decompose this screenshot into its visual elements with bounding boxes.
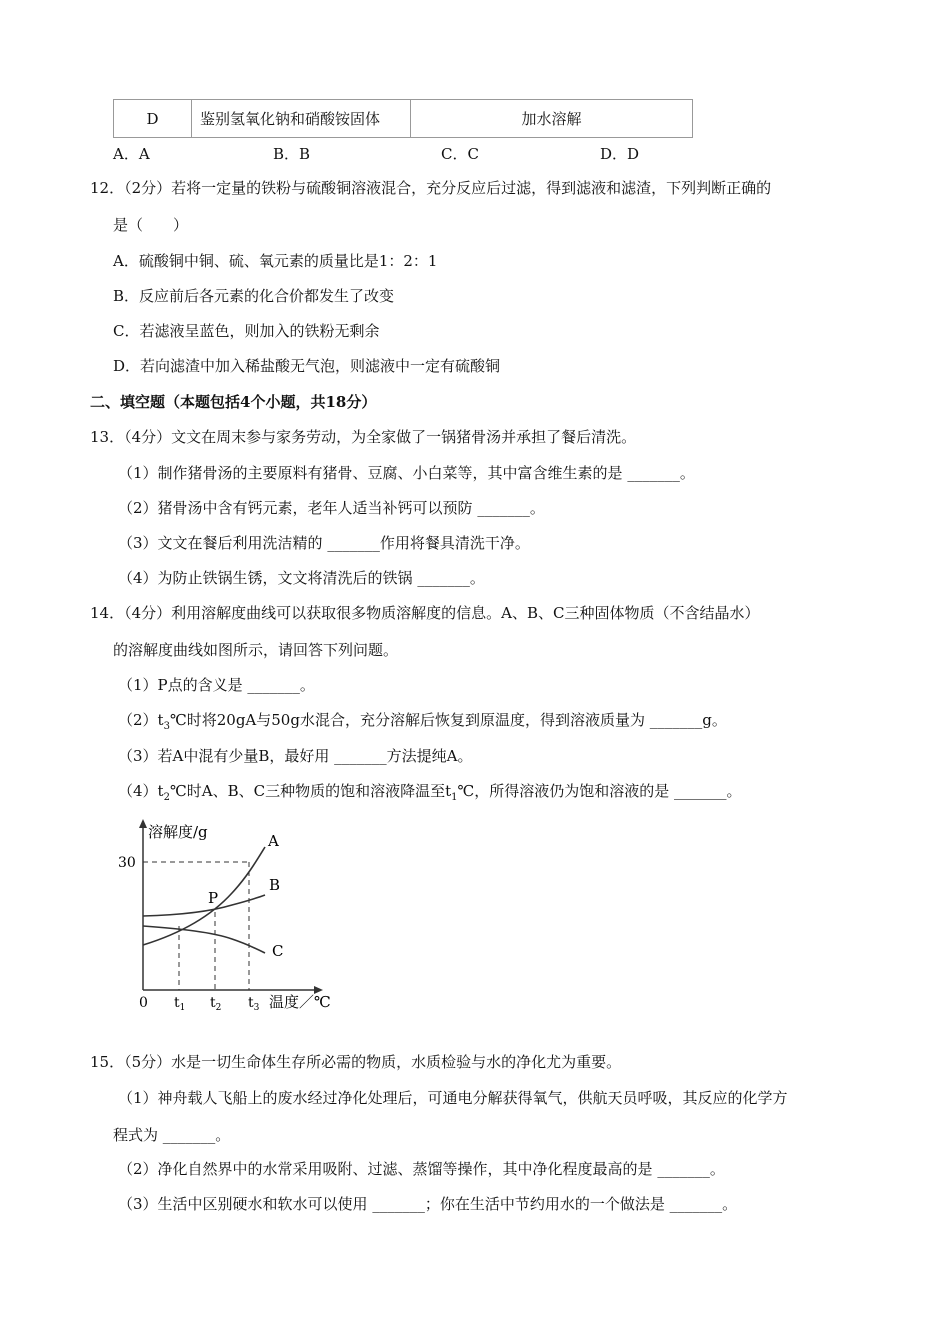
q14-part-4: $(4)t_2℃$时A、B、C三种物质的饱和溶液降温至$t_1℃$，所得溶液仍为饱和溶液的是 _______。	[118, 782, 742, 803]
x-axis-label: 温度／℃	[269, 993, 331, 1010]
q12-option-b: B．反应前后各元素的化合价都发生了改变	[113, 287, 395, 305]
solubility-chart	[112, 815, 352, 1010]
q11-option-d: D．D	[600, 145, 640, 163]
origin-label: 0	[139, 995, 148, 1010]
table-cell: 鉴别氢氧化钠和硝酸铵固体	[192, 100, 411, 138]
q13-stem: 13．（4分）文文在周末参与家务劳动，为全家做了一锅猪骨汤并承担了餐后清洗。	[90, 428, 637, 446]
section-heading: 二、填空题（本题包括4个小题，共18分）	[90, 393, 377, 411]
q13-part-3: （3）文文在餐后利用洗洁精的 _______作用将餐具清洗干净。	[118, 534, 530, 552]
curve-b	[143, 895, 265, 916]
q11-option-a: A．A	[113, 145, 150, 163]
q11-option-c: C．C	[441, 145, 479, 163]
q11-option-b: B．B	[273, 145, 311, 163]
series-label-a: A	[268, 832, 279, 850]
x-tick-t1: $t_1$	[174, 995, 186, 1010]
q15-part-3: （3）生活中区别硬水和软水可以使用 _______；你在生活中节约用水的一个做法是 _______。	[118, 1195, 738, 1213]
options-table	[113, 99, 693, 138]
table-cell: D	[114, 100, 192, 138]
point-p-label: P	[208, 889, 219, 907]
q14-part-2: $(2)t_3℃$时将20gA与50g水混合，充分溶解后恢复到原温度，得到溶液质量为 _______g。	[118, 711, 727, 732]
q12-option-c: C．若滤液呈蓝色，则加入的铁粉无剩余	[113, 322, 380, 340]
y-axis-arrow	[139, 819, 147, 828]
q13-part-2: （2）猪骨汤中含有钙元素，老年人适当补钙可以预防 _______。	[118, 499, 545, 517]
x-tick-t3: $t_3$	[248, 995, 260, 1010]
q15-part-1-cont: 程式为 _______。	[113, 1126, 231, 1144]
table-row	[114, 100, 693, 138]
table-cell: 加水溶解	[411, 100, 693, 138]
q15-part-1: （1）神舟载人飞船上的废水经过净化处理后，可通电分解获得氧气，供航天员呼吸，其反应的化学方	[118, 1089, 788, 1107]
q13-part-4: （4）为防止铁锅生锈，文文将清洗后的铁锅 _______。	[118, 569, 485, 587]
q12-option-d: D．若向滤渣中加入稀盐酸无气泡，则滤液中一定有硫酸铜	[113, 357, 501, 375]
q14-part-1: （1）P点的含义是 _______。	[118, 676, 315, 694]
q14-stem: 14．（4分）利用溶解度曲线可以获取很多物质溶解度的信息。A、B、C三种固体物质（不含结晶水）	[90, 604, 760, 622]
q12-stem-cont: 是（ ）	[113, 216, 189, 234]
series-label-b: B	[269, 876, 281, 894]
series-label-c: C	[272, 942, 284, 960]
x-tick-t2: $t_2$	[210, 995, 222, 1010]
y-axis-label: 溶解度/g	[148, 823, 208, 841]
q15-stem: 15．（5分）水是一切生命体生存所必需的物质，水质检验与水的净化尤为重要。	[90, 1053, 622, 1071]
q12-option-a: A．硫酸铜中铜、硫、氧元素的质量比是1：2：1	[113, 252, 438, 270]
y-tick-30: 30	[118, 855, 136, 871]
q14-stem-cont: 的溶解度曲线如图所示，请回答下列问题。	[113, 641, 399, 659]
q12-stem: 12．（2分）若将一定量的铁粉与硫酸铜溶液混合，充分反应后过滤，得到滤液和滤渣，下列判断正确的	[90, 179, 772, 197]
q14-part-3: （3）若A中混有少量B，最好用 _______方法提纯A。	[118, 747, 473, 765]
q13-part-1: （1）制作猪骨汤的主要原料有猪骨、豆腐、小白菜等，其中富含维生素的是 _______。	[118, 464, 695, 482]
q15-part-2: （2）净化自然界中的水常采用吸附、过滤、蒸馏等操作，其中净化程度最高的是 _______。	[118, 1160, 725, 1178]
